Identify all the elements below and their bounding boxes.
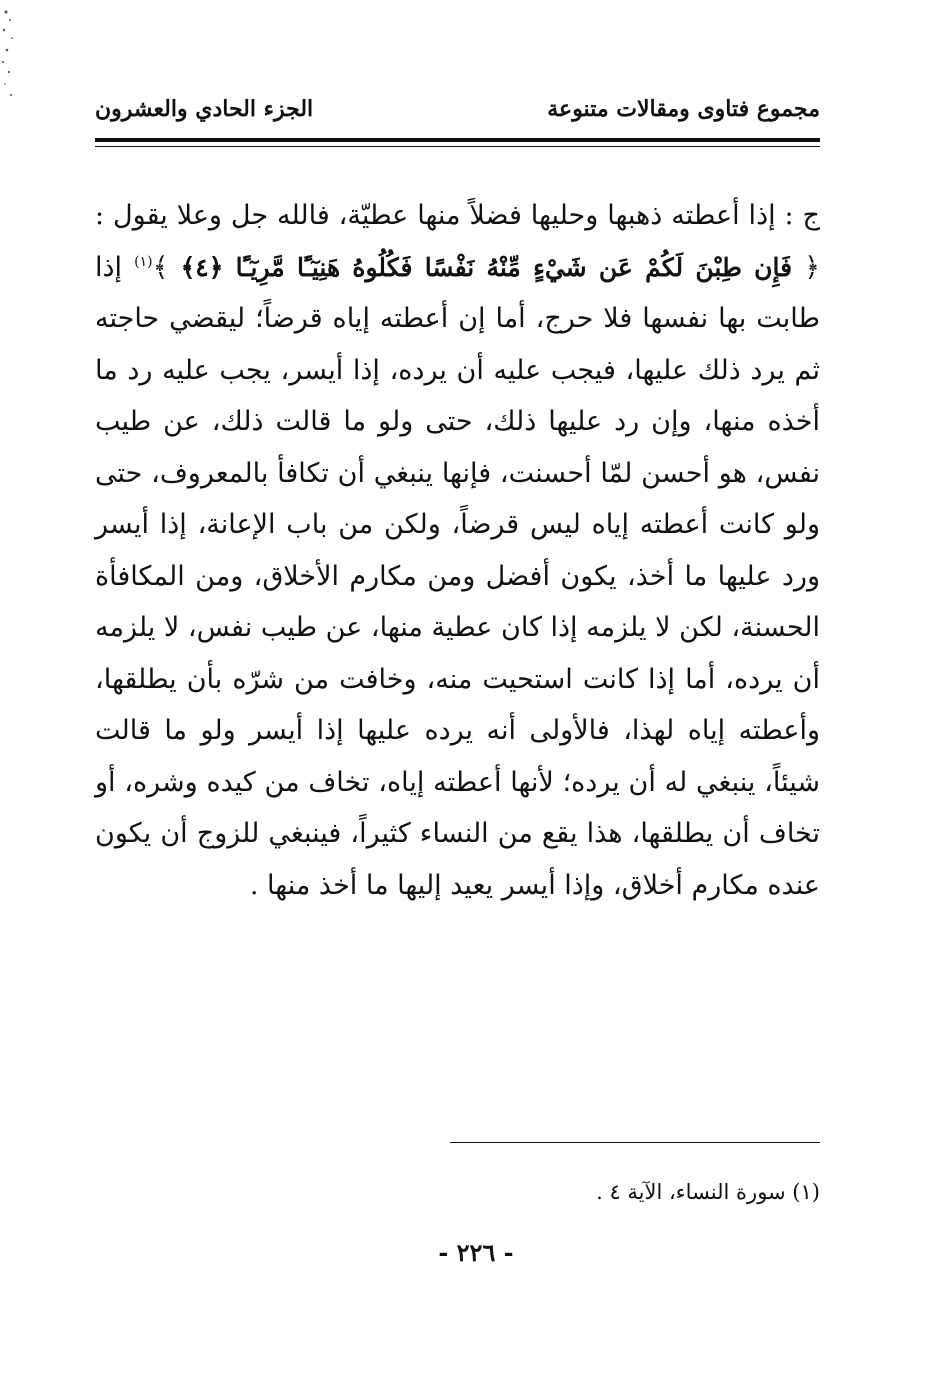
footnote-separator	[450, 1142, 820, 1143]
header-rule-thin	[95, 146, 820, 147]
fatwa-body	[95, 190, 820, 911]
page-number: - ٢٢٦ -	[438, 1238, 514, 1267]
quran-verse: فَإِن طِبْنَ لَكُمْ عَن شَيْءٍ مِّنْهُ نَفْسًا فَكُلُوهُ هَنِيٓـًٔا مَّرِيٓـًٔا ﴿٤﴾	[180, 252, 793, 282]
header-book-title: مجموع فتاوى ومقالات متنوعة	[547, 96, 820, 122]
scan-artifact	[0, 0, 28, 110]
answer-opening: ج : إذا أعطته ذهبها وحليها فضلاً منها عطيّة، فالله جل وعلا يقول : ﴿	[95, 200, 821, 283]
header-volume-title: الجزء الحادي والعشرون	[95, 96, 314, 122]
running-header	[95, 96, 820, 130]
answer-text: إذا طابت بها نفسها فلا حرج، أما إن أعطته إياه قرضاً؛ ليقضي حاجته ثم يرد ذلك عليها، فيجب عليه أن يرده، إذا أيسر، يجب عليه رد ما أخذه منها، وإن رد عليها ذلك، حتى ولو ما قالت ذلك، عن طيب نفس، هو أحسن لمّا أحسنت، فإنها ينبغي أن تكافأ بالمعروف، حتى ولو كانت أعطته إياه ليس قرضاً، ولكن من باب الإعانة، إذا أيسر ورد عليها ما أخذ، يكون أفضل ومن مكارم الأخلاق، ومن المكافأة الحسنة، لكن لا يلزمه إذا كان عطية منها، عن طيب نفس، لا يلزمه أن يرده، أما إذا كانت استحيت منه، وخافت من شرّه بأن يطلقها، وأعطته إياه لهذا، فالأولى أنه يرده عليها إذا أيسر ولو ما قالت شيئاً، ينبغي له أن يرده؛ لأنها أعطته إياه، تخاف من كيده وشره، أو تخاف أن يطلقها، هذا يقع من النساء كثيراً، فينبغي للزوج أن يكون عنده مكارم أخلاق، وإذا أيسر يعيد إليها ما أخذ منها .	[95, 251, 820, 901]
header-rule-thick	[95, 138, 820, 142]
footnote-marker: (١)	[134, 253, 153, 270]
footnote: (١) سورة النساء، الآية ٤ .	[596, 1180, 820, 1204]
quran-close-bracket: ﴾	[152, 251, 169, 283]
